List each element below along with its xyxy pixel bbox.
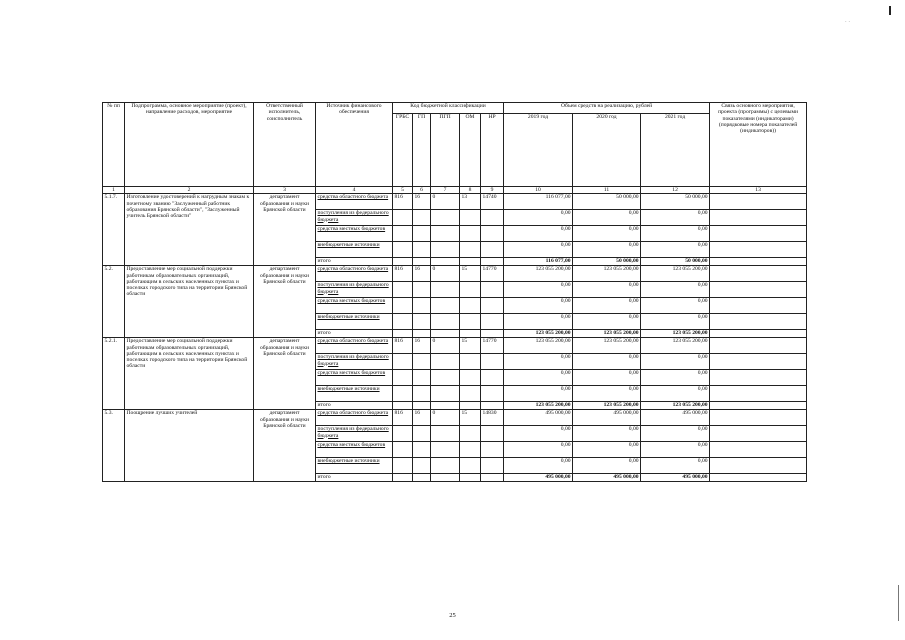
total-label: итого (316, 474, 393, 482)
item-name: Изготовление удостоверений к нагрудным знакам к почетному званию "Заслуженный работник образования Брянской области", "Заслуженный учитель Брянской области" (125, 194, 254, 266)
column-number: 11 (573, 187, 641, 194)
empty-code-cell (431, 442, 460, 458)
empty-code-cell (393, 282, 413, 298)
link-cell (710, 282, 807, 298)
item-number: 5.2.1. (103, 338, 125, 410)
empty-code-cell (481, 282, 504, 298)
budget-code-cell: 0 (431, 266, 460, 282)
amount-cell: 0,00 (641, 298, 710, 314)
amount-cell: 123 055 200,00 (573, 266, 641, 282)
amount-cell: 495 000,00 (573, 474, 641, 482)
amount-cell: 0,00 (573, 426, 641, 442)
item-number: 5.3. (103, 410, 125, 482)
empty-code-cell (460, 426, 481, 442)
empty-code-cell (481, 458, 504, 474)
column-number-row (103, 187, 807, 194)
empty-code-cell (393, 370, 413, 386)
empty-code-cell (431, 354, 460, 370)
empty-code-cell (431, 210, 460, 226)
source-cell: внебюджетные источники (316, 386, 393, 402)
empty-code-cell (431, 426, 460, 442)
empty-code-cell (431, 258, 460, 266)
empty-code-cell (481, 330, 504, 338)
item-name: Поощрение лучших учителей (125, 410, 254, 482)
link-cell (710, 458, 807, 474)
budget-code-cell: 14830 (481, 410, 504, 426)
header-link: Связь основного мероприятия, проекта (программы) с целевыми показателями (индикаторами) (порядковые номера показателей (индикаторов)) (710, 103, 807, 187)
amount-cell: 0,00 (573, 386, 641, 402)
amount-cell: 0,00 (641, 210, 710, 226)
header-year-2019: 2019 год (504, 114, 573, 187)
budget-code-cell: 16 (413, 338, 431, 354)
empty-code-cell (460, 282, 481, 298)
empty-code-cell (460, 314, 481, 330)
header-executor: Ответственный исполнитель, соисполнитель (254, 103, 316, 187)
empty-code-cell (431, 402, 460, 410)
source-cell: средства областного бюджета (316, 194, 393, 210)
amount-cell: 0,00 (504, 282, 573, 298)
empty-code-cell (460, 258, 481, 266)
budget-code-cell: 15 (460, 410, 481, 426)
table-row (103, 338, 807, 354)
table-row (103, 266, 807, 282)
link-cell (710, 402, 807, 410)
amount-cell: 50 000,00 (573, 258, 641, 266)
empty-code-cell (431, 386, 460, 402)
amount-cell: 0,00 (573, 458, 641, 474)
amount-cell: 123 055 200,00 (641, 402, 710, 410)
source-cell: поступления из федерального бюджета (316, 282, 393, 298)
empty-code-cell (413, 210, 431, 226)
source-cell: поступления из федерального бюджета (316, 426, 393, 442)
link-cell (710, 474, 807, 482)
empty-code-cell (431, 330, 460, 338)
header-grbs: ГРБС (393, 114, 413, 187)
budget-code-cell: 16 (413, 410, 431, 426)
amount-cell: 0,00 (504, 370, 573, 386)
amount-cell: 123 055 200,00 (641, 330, 710, 338)
link-cell (710, 386, 807, 402)
empty-code-cell (481, 386, 504, 402)
amount-cell: 116 077,00 (504, 258, 573, 266)
empty-code-cell (460, 442, 481, 458)
amount-cell: 0,00 (504, 298, 573, 314)
amount-cell: 123 055 200,00 (504, 402, 573, 410)
column-number: 6 (413, 187, 431, 194)
empty-code-cell (413, 314, 431, 330)
item-executor: департамент образования и науки Брянской области (254, 266, 316, 338)
empty-code-cell (431, 226, 460, 242)
header-budget-code: Код бюджетной классификации (393, 103, 504, 114)
empty-code-cell (481, 402, 504, 410)
empty-code-cell (393, 426, 413, 442)
amount-cell: 123 055 200,00 (573, 338, 641, 354)
link-cell (710, 370, 807, 386)
table-row (103, 194, 807, 210)
empty-code-cell (481, 370, 504, 386)
empty-code-cell (413, 370, 431, 386)
empty-code-cell (413, 330, 431, 338)
source-cell: средства областного бюджета (316, 338, 393, 354)
amount-cell: 123 055 200,00 (573, 402, 641, 410)
column-number: 9 (481, 187, 504, 194)
link-cell (710, 194, 807, 210)
link-cell (710, 210, 807, 226)
budget-code-cell: 16 (413, 266, 431, 282)
empty-code-cell (460, 370, 481, 386)
amount-cell: 495 000,00 (641, 410, 710, 426)
empty-code-cell (393, 474, 413, 482)
column-number: 3 (254, 187, 316, 194)
amount-cell: 50 000,00 (641, 194, 710, 210)
amount-cell: 0,00 (504, 442, 573, 458)
amount-cell: 0,00 (573, 442, 641, 458)
source-cell: средства местных бюджетов (316, 298, 393, 314)
empty-code-cell (481, 298, 504, 314)
amount-cell: 495 000,00 (573, 410, 641, 426)
empty-code-cell (431, 370, 460, 386)
budget-code-cell: 14770 (481, 338, 504, 354)
link-cell (710, 298, 807, 314)
amount-cell: 0,00 (641, 282, 710, 298)
budget-table (102, 102, 807, 482)
empty-code-cell (393, 458, 413, 474)
amount-cell: 0,00 (573, 210, 641, 226)
amount-cell: 0,00 (504, 242, 573, 258)
link-cell (710, 330, 807, 338)
table-body (103, 194, 807, 482)
amount-cell: 0,00 (504, 386, 573, 402)
amount-cell: 0,00 (573, 370, 641, 386)
link-cell (710, 226, 807, 242)
header-source: Источник финансового обеспечения (316, 103, 393, 187)
header-number: № пп (103, 103, 125, 187)
empty-code-cell (393, 386, 413, 402)
empty-code-cell (413, 426, 431, 442)
amount-cell: 0,00 (504, 226, 573, 242)
empty-code-cell (460, 386, 481, 402)
source-cell: поступления из федерального бюджета (316, 354, 393, 370)
header-pgp: ПГП (431, 114, 460, 187)
amount-cell: 0,00 (641, 226, 710, 242)
empty-code-cell (393, 258, 413, 266)
empty-code-cell (393, 354, 413, 370)
column-number: 2 (125, 187, 254, 194)
empty-code-cell (413, 226, 431, 242)
scan-dots: . . (845, 18, 851, 24)
header-year-2021: 2021 год (641, 114, 710, 187)
header-subprogram: Подпрограмма, основное мероприятие (проект), направление расходов, мероприятие (125, 103, 254, 187)
amount-cell: 50 000,00 (641, 258, 710, 266)
source-cell: средства местных бюджетов (316, 442, 393, 458)
source-cell: средства местных бюджетов (316, 226, 393, 242)
amount-cell: 495 000,00 (641, 474, 710, 482)
empty-code-cell (481, 354, 504, 370)
link-cell (710, 258, 807, 266)
column-number: 13 (710, 187, 807, 194)
link-cell (710, 426, 807, 442)
item-executor: департамент образования и науки Брянской области (254, 338, 316, 410)
empty-code-cell (431, 314, 460, 330)
budget-code-cell: 13 (460, 194, 481, 210)
empty-code-cell (413, 282, 431, 298)
scan-mark (889, 6, 891, 15)
empty-code-cell (393, 330, 413, 338)
amount-cell: 0,00 (504, 314, 573, 330)
budget-code-cell: 816 (393, 194, 413, 210)
column-number: 5 (393, 187, 413, 194)
link-cell (710, 410, 807, 426)
link-cell (710, 314, 807, 330)
empty-code-cell (460, 298, 481, 314)
empty-code-cell (413, 242, 431, 258)
empty-code-cell (431, 242, 460, 258)
column-number: 1 (103, 187, 125, 194)
source-cell: поступления из федерального бюджета (316, 210, 393, 226)
item-executor: департамент образования и науки Брянской области (254, 410, 316, 482)
amount-cell: 0,00 (573, 298, 641, 314)
budget-code-cell: 15 (460, 338, 481, 354)
empty-code-cell (413, 402, 431, 410)
budget-code-cell: 16 (413, 194, 431, 210)
amount-cell: 0,00 (641, 370, 710, 386)
empty-code-cell (413, 298, 431, 314)
source-cell: внебюджетные источники (316, 458, 393, 474)
item-name: Предоставление мер социальной поддержки работникам образовательных организаций, работающим в сельских населенных пунктах и поселках городского типа на территории Брянской области (125, 338, 254, 410)
budget-code-cell: 0 (431, 338, 460, 354)
empty-code-cell (460, 458, 481, 474)
empty-code-cell (431, 282, 460, 298)
empty-code-cell (481, 314, 504, 330)
link-cell (710, 354, 807, 370)
total-label: итого (316, 258, 393, 266)
header-nr: НР (481, 114, 504, 187)
page-number: 25 (449, 612, 456, 619)
amount-cell: 123 055 200,00 (504, 338, 573, 354)
empty-code-cell (460, 402, 481, 410)
budget-code-cell: 14770 (481, 266, 504, 282)
amount-cell: 0,00 (641, 314, 710, 330)
header-gp: ГП (413, 114, 431, 187)
amount-cell: 0,00 (573, 314, 641, 330)
amount-cell: 0,00 (573, 226, 641, 242)
item-name: Предоставление мер социальной поддержки работникам образовательных организаций, работающим в сельских населенных пунктах и поселках городского типа на территории Брянской области (125, 266, 254, 338)
empty-code-cell (431, 298, 460, 314)
empty-code-cell (413, 474, 431, 482)
amount-cell: 116 077,00 (504, 194, 573, 210)
budget-code-cell: 0 (431, 194, 460, 210)
table-row (103, 410, 807, 426)
amount-cell: 123 055 200,00 (504, 266, 573, 282)
amount-cell: 123 055 200,00 (573, 330, 641, 338)
empty-code-cell (460, 210, 481, 226)
amount-cell: 495 000,00 (504, 410, 573, 426)
empty-code-cell (413, 458, 431, 474)
link-cell (710, 242, 807, 258)
budget-code-cell: 15 (460, 266, 481, 282)
column-number: 10 (504, 187, 573, 194)
link-cell (710, 338, 807, 354)
empty-code-cell (481, 242, 504, 258)
header-year-2020: 2020 год (573, 114, 641, 187)
amount-cell: 123 055 200,00 (504, 330, 573, 338)
total-label: итого (316, 330, 393, 338)
link-cell (710, 266, 807, 282)
empty-code-cell (460, 354, 481, 370)
empty-code-cell (413, 386, 431, 402)
source-cell: средства областного бюджета (316, 410, 393, 426)
amount-cell: 0,00 (641, 442, 710, 458)
empty-code-cell (481, 226, 504, 242)
amount-cell: 0,00 (504, 210, 573, 226)
empty-code-cell (481, 258, 504, 266)
total-label: итого (316, 402, 393, 410)
empty-code-cell (393, 226, 413, 242)
source-cell: средства местных бюджетов (316, 370, 393, 386)
amount-cell: 0,00 (504, 354, 573, 370)
budget-code-cell: 816 (393, 410, 413, 426)
empty-code-cell (393, 298, 413, 314)
amount-cell: 0,00 (641, 426, 710, 442)
empty-code-cell (393, 442, 413, 458)
amount-cell: 0,00 (641, 458, 710, 474)
amount-cell: 0,00 (573, 282, 641, 298)
budget-code-cell: 0 (431, 410, 460, 426)
empty-code-cell (393, 210, 413, 226)
empty-code-cell (431, 474, 460, 482)
budget-code-cell: 816 (393, 266, 413, 282)
empty-code-cell (393, 402, 413, 410)
empty-code-cell (460, 474, 481, 482)
amount-cell: 123 055 200,00 (641, 266, 710, 282)
empty-code-cell (413, 354, 431, 370)
empty-code-cell (431, 458, 460, 474)
empty-code-cell (460, 330, 481, 338)
empty-code-cell (481, 474, 504, 482)
amount-cell: 50 000,00 (573, 194, 641, 210)
column-number: 7 (431, 187, 460, 194)
header-volume: Объем средств на реализацию, рублей (504, 103, 710, 114)
empty-code-cell (393, 314, 413, 330)
source-cell: внебюджетные источники (316, 242, 393, 258)
empty-code-cell (393, 242, 413, 258)
amount-cell: 0,00 (641, 242, 710, 258)
column-number: 8 (460, 187, 481, 194)
amount-cell: 0,00 (573, 242, 641, 258)
amount-cell: 0,00 (641, 386, 710, 402)
empty-code-cell (413, 258, 431, 266)
empty-code-cell (460, 242, 481, 258)
amount-cell: 0,00 (641, 354, 710, 370)
amount-cell: 495 000,00 (504, 474, 573, 482)
item-executor: департамент образования и науки Брянской области (254, 194, 316, 266)
amount-cell: 123 055 200,00 (641, 338, 710, 354)
empty-code-cell (460, 226, 481, 242)
header-om: ОМ (460, 114, 481, 187)
column-number: 4 (316, 187, 393, 194)
amount-cell: 0,00 (573, 354, 641, 370)
empty-code-cell (481, 210, 504, 226)
item-number: 5.1.7. (103, 194, 125, 266)
item-number: 5.2. (103, 266, 125, 338)
amount-cell: 0,00 (504, 426, 573, 442)
source-cell: средства областного бюджета (316, 266, 393, 282)
budget-code-cell: 816 (393, 338, 413, 354)
budget-code-cell: 14740 (481, 194, 504, 210)
empty-code-cell (481, 442, 504, 458)
empty-code-cell (413, 442, 431, 458)
source-cell: внебюджетные источники (316, 314, 393, 330)
column-number: 12 (641, 187, 710, 194)
empty-code-cell (481, 426, 504, 442)
link-cell (710, 442, 807, 458)
amount-cell: 0,00 (504, 458, 573, 474)
